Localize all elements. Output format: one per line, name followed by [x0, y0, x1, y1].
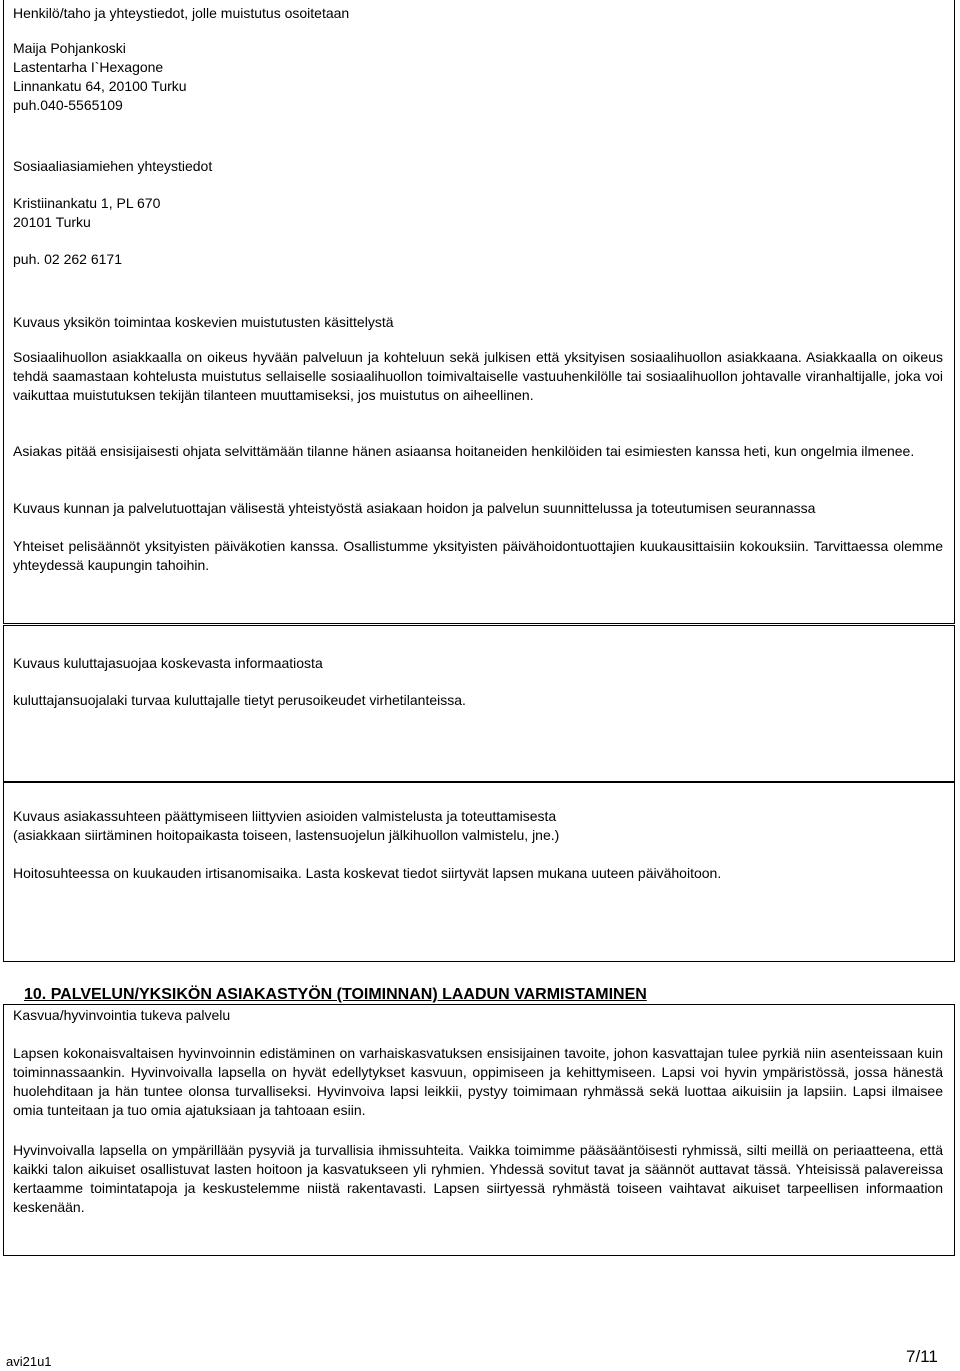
complaint-para-1: Sosiaalihuollon asiakkaalla on oikeus hyvään palveluun ja kohteluun sekä julkisen että yksityisen sosiaalihuollon asiakkaana. Asiakkaalla on oikeus tehdä saamastaan kohtelusta muistutus sellaiselle sosiaalihuollon toimivaltaiselle vastuuhenkilölle tai sosiaalihuollon johtavalle viranhaltijalle, joka voi vaikuttaa muistutuksen tekijän tilanteen muuttamiseksi, jos muistutus on aiheellinen. [13, 349, 943, 403]
social-address1: Kristiinankatu 1, PL 670 [13, 195, 161, 211]
contact-phone: puh.040-5565109 [13, 97, 123, 113]
quality-para-1: Lapsen kokonaisvaltaisen hyvinvoinnin edistäminen on varhaiskasvatuksen ensisijainen tavoite, johon kasvattajan tulee pyrkiä niin asenteissaan kuin toiminnassaankin. Hyvinvoivalla lapsella on hyvät edellytykset kasvuun, oppimiseen ja kehittymiseen. Lapsi voi hyvin ympäristössä, jossa hänestä huolehditaan ja hän tuntee olonsa turvalliseksi. Hyvinvoiva lapsi leikkii, pystyy toimimaan ryhmässä sekä luottaa aikuisiin ja lapsiin. Lapsi ilmaisee omia tunteitaan ja tuo omia ajatuksiaan ja tahtoaan esiin. [13, 1045, 943, 1118]
termination-text: Hoitosuhteessa on kuukauden irtisanomisaika. Lasta koskevat tiedot siirtyvät lapsen mukana uuteen päivähoitoon. [13, 865, 722, 881]
footer-code: avi21u1 [6, 1354, 52, 1369]
social-phone: puh. 02 262 6171 [13, 251, 122, 267]
contact-organization: Lastentarha I`Hexagone [13, 59, 164, 75]
contact-name: Maija Pohjankoski [13, 40, 126, 56]
complaint-heading: Kuvaus yksikön toimintaa koskevien muistutusten käsittelystä [13, 314, 394, 330]
quality-para-2: Hyvinvoivalla lapsella on ympärillään pysyviä ja turvallisia ihmissuhteita. Vaikka toimimme pääsääntöisesti ryhmissä, silti meillä on periaatteena, että kaikki talon aikuiset osallistuvat lasten hoitoon ja kasvatukseen yli ryhmien. Yhdessä sovitut tavat ja säännöt auttavat tässä. Yhteisissä palavereissa kertaamme toimintatapoja ja keskustelemme niistä rakentavasti. Lapsen siirtyessä ryhmästä toiseen vaihtavat aikuiset tarpeellisen informaation keskenään. [13, 1142, 943, 1215]
social-heading: Sosiaaliasiamiehen yhteystiedot [13, 158, 213, 174]
consumer-text: kuluttajansuojalaki turvaa kuluttajalle tietyt perusoikeudet virhetilanteissa. [13, 692, 466, 708]
section-10-heading: 10. PALVELUN/YKSIKÖN ASIAKASTYÖN (TOIMINNAN) LAADUN VARMISTAMINEN [24, 986, 647, 1003]
complaint-para-2: Asiakas pitää ensisijaisesti ohjata selvittämään tilanne hänen asiaansa hoitaneiden henkilöiden tai esimiesten kanssa heti, kun ongelmia ilmenee. [13, 443, 915, 459]
quality-section-box [3, 1004, 955, 1256]
cooperation-text: Yhteiset pelisäännöt yksityisten päiväkotien kanssa. Osallistumme yksityisten päivähoidontuottajien kuukausittaisiin kokouksiin. Tarvittaessa olemme yhteydessä kaupungin tahoihin. [13, 538, 943, 573]
quality-subheading: Kasvua/hyvinvointia tukeva palvelu [13, 1007, 231, 1023]
contact-address: Linnankatu 64, 20100 Turku [13, 78, 187, 94]
contact-heading: Henkilö/taho ja yhteystiedot, jolle muistutus osoitetaan [13, 5, 350, 21]
social-address2: 20101 Turku [13, 214, 91, 230]
termination-heading-line1: Kuvaus asiakassuhteen päättymiseen liittyvien asioiden valmistelusta ja toteuttamisesta [13, 808, 557, 824]
termination-heading-line2: (asiakkaan siirtäminen hoitopaikasta toiseen, lastensuojelun jälkihuollon valmistelu, jne.) [13, 827, 560, 843]
cooperation-heading: Kuvaus kunnan ja palvelutuottajan välisestä yhteistyöstä asiakaan hoidon ja palvelun suunnittelussa ja toteutumisen seurannassa [13, 500, 816, 516]
consumer-heading: Kuvaus kuluttajasuojaa koskevasta informaatiosta [13, 655, 323, 671]
page-number: 7/11 [906, 1347, 938, 1366]
